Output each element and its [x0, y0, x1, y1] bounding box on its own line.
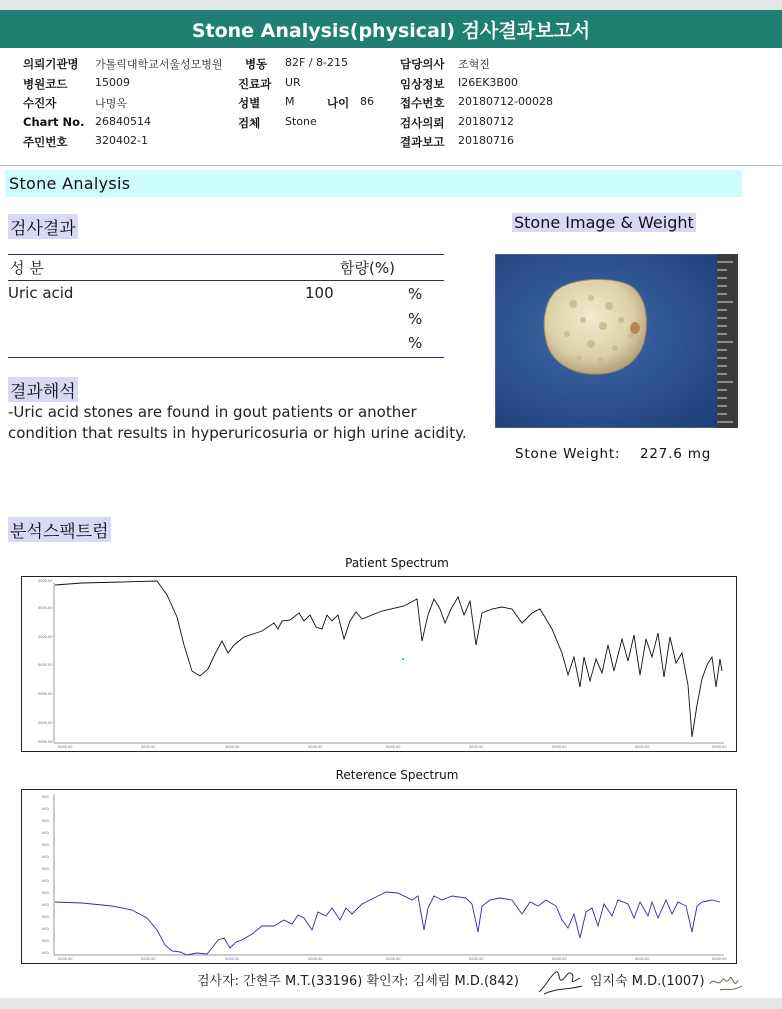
sex-label: 성별	[238, 96, 261, 110]
doctor-value: 조혁진	[458, 58, 490, 71]
stone-weight-label: Stone Weight:	[515, 446, 621, 462]
patient-spectrum-chart	[21, 576, 737, 752]
age-value: 86	[360, 95, 374, 108]
stone-photo	[495, 254, 738, 428]
reference-spectrum-title: Reterence Spectrum	[335, 768, 459, 782]
svg-text:000: 000	[42, 939, 49, 943]
svg-text:000: 000	[42, 867, 49, 871]
doctor-label: 담당의사	[400, 57, 445, 71]
clinical-info-label: 임상정보	[400, 77, 445, 91]
svg-text:0000.00: 0000.00	[635, 957, 650, 961]
svg-text:000: 000	[42, 855, 49, 859]
svg-text:000: 000	[42, 927, 49, 931]
value-row-1: 100	[305, 284, 334, 302]
department-value: UR	[285, 76, 301, 89]
hospital-code-value: 15009	[95, 76, 130, 89]
bottom-strip	[0, 998, 782, 1009]
svg-text:000: 000	[42, 843, 49, 847]
unit-row-2: %	[408, 310, 423, 328]
section-title: Stone Analysis	[5, 170, 742, 197]
specimen-value: Stone	[285, 115, 317, 128]
org-value: 가톨릭대학교서울성모병원	[95, 58, 223, 71]
svg-text:0000.00: 0000.00	[552, 957, 567, 961]
chart-no-label: Chart No.	[23, 115, 85, 129]
reference-spectrum-chart	[21, 789, 737, 964]
stone-weight-value: 227.6 mg	[640, 446, 712, 462]
result-heading: 검사결과	[8, 214, 78, 239]
svg-text:0000.00: 0000.00	[469, 745, 484, 749]
unit-row-1: %	[408, 285, 423, 303]
svg-text:000: 000	[42, 819, 49, 823]
stone-heading: Stone Image & Weight	[514, 213, 694, 232]
ward-label: 병동	[245, 57, 268, 71]
svg-text:0000.00: 0000.00	[38, 663, 53, 667]
interpretation-line-2: condition that results in hyperuricosuria or high urine acidity.	[8, 424, 467, 442]
svg-text:0000.00: 0000.00	[386, 957, 401, 961]
patient-value: 나명옥	[95, 97, 127, 110]
svg-text:0000.00: 0000.00	[38, 635, 53, 639]
svg-text:0000.00: 0000.00	[635, 745, 650, 749]
signature-line-2: 임지숙 M.D.(1007)	[590, 974, 705, 989]
request-date-label: 검사의뢰	[400, 116, 445, 130]
report-date-value: 20180716	[458, 134, 514, 147]
svg-text:000: 000	[42, 879, 49, 883]
svg-text:0000.00: 0000.00	[38, 606, 53, 610]
svg-text:0000.00: 0000.00	[308, 957, 323, 961]
table-top-rule	[8, 254, 444, 255]
svg-text:0000.00: 0000.00	[38, 740, 53, 744]
patient-info-panel	[0, 48, 782, 166]
svg-text:0000.00: 0000.00	[38, 721, 53, 725]
svg-text:0000.00: 0000.00	[712, 957, 727, 961]
svg-text:0000.00: 0000.00	[58, 745, 73, 749]
interpretation-line-1: -Uric acid stones are found in gout patients or another	[8, 403, 417, 421]
svg-text:0000.00: 0000.00	[225, 745, 240, 749]
table-bottom-rule	[8, 357, 444, 358]
interpretation-heading: 결과해석	[8, 377, 78, 402]
svg-text:000: 000	[42, 891, 49, 895]
receipt-no-value: 20180712-00028	[458, 95, 553, 108]
svg-text:0000.00: 0000.00	[141, 745, 156, 749]
svg-text:0000.00: 0000.00	[141, 957, 156, 961]
signature-mark-1	[536, 964, 586, 996]
age-label: 나이	[327, 96, 350, 110]
receipt-no-label: 접수번호	[400, 96, 445, 110]
svg-text:0000.00: 0000.00	[386, 745, 401, 749]
svg-text:000: 000	[42, 951, 49, 955]
ward-value: 82F / 8-215	[285, 56, 348, 69]
svg-text:0000.00: 0000.00	[38, 579, 53, 583]
svg-text:0000.00: 0000.00	[469, 957, 484, 961]
component-col-header: 성 분	[10, 259, 44, 277]
hospital-code-label: 병원코드	[23, 77, 68, 91]
content-col-header: 함량(%)	[340, 259, 395, 277]
sex-value: M	[285, 95, 295, 108]
clinical-info-value: I26EK3B00	[458, 76, 518, 89]
unit-row-3: %	[408, 334, 423, 352]
svg-text:000: 000	[42, 795, 49, 799]
svg-text:000: 000	[42, 807, 49, 811]
svg-text:0000.00: 0000.00	[712, 745, 727, 749]
svg-text:000: 000	[42, 915, 49, 919]
org-label: 의뢰기관명	[23, 57, 79, 71]
svg-text:0000.00: 0000.00	[552, 745, 567, 749]
svg-text:0000.00: 0000.00	[308, 745, 323, 749]
svg-text:0000.00: 0000.00	[38, 692, 53, 696]
patient-spectrum-title: Patient Spectrum	[345, 556, 449, 570]
request-date-value: 20180712	[458, 115, 514, 128]
signature-line: 검사자: 간현주 M.T.(33196) 확인자: 김세림 M.D.(842)	[197, 974, 519, 989]
svg-text:000: 000	[42, 903, 49, 907]
patient-label: 수진자	[23, 96, 57, 110]
component-row-1: Uric acid	[8, 284, 74, 302]
department-label: 진료과	[238, 77, 272, 91]
svg-text:0000.00: 0000.00	[225, 957, 240, 961]
report-date-label: 결과보고	[400, 135, 445, 149]
top-strip	[0, 0, 782, 10]
signature-mark-2	[706, 966, 746, 996]
resident-no-value: 320402-1	[95, 134, 148, 147]
chart-no-value: 26840514	[95, 115, 151, 128]
svg-text:0000.00: 0000.00	[58, 957, 73, 961]
spectrum-heading: 분석스팩트럼	[8, 517, 111, 542]
specimen-label: 검체	[238, 116, 261, 130]
resident-no-label: 주민번호	[23, 135, 68, 149]
report-title: Stone Analysis(physical) 검사결과보고서	[0, 10, 782, 48]
table-header-rule	[8, 280, 444, 281]
svg-text:000: 000	[42, 831, 49, 835]
